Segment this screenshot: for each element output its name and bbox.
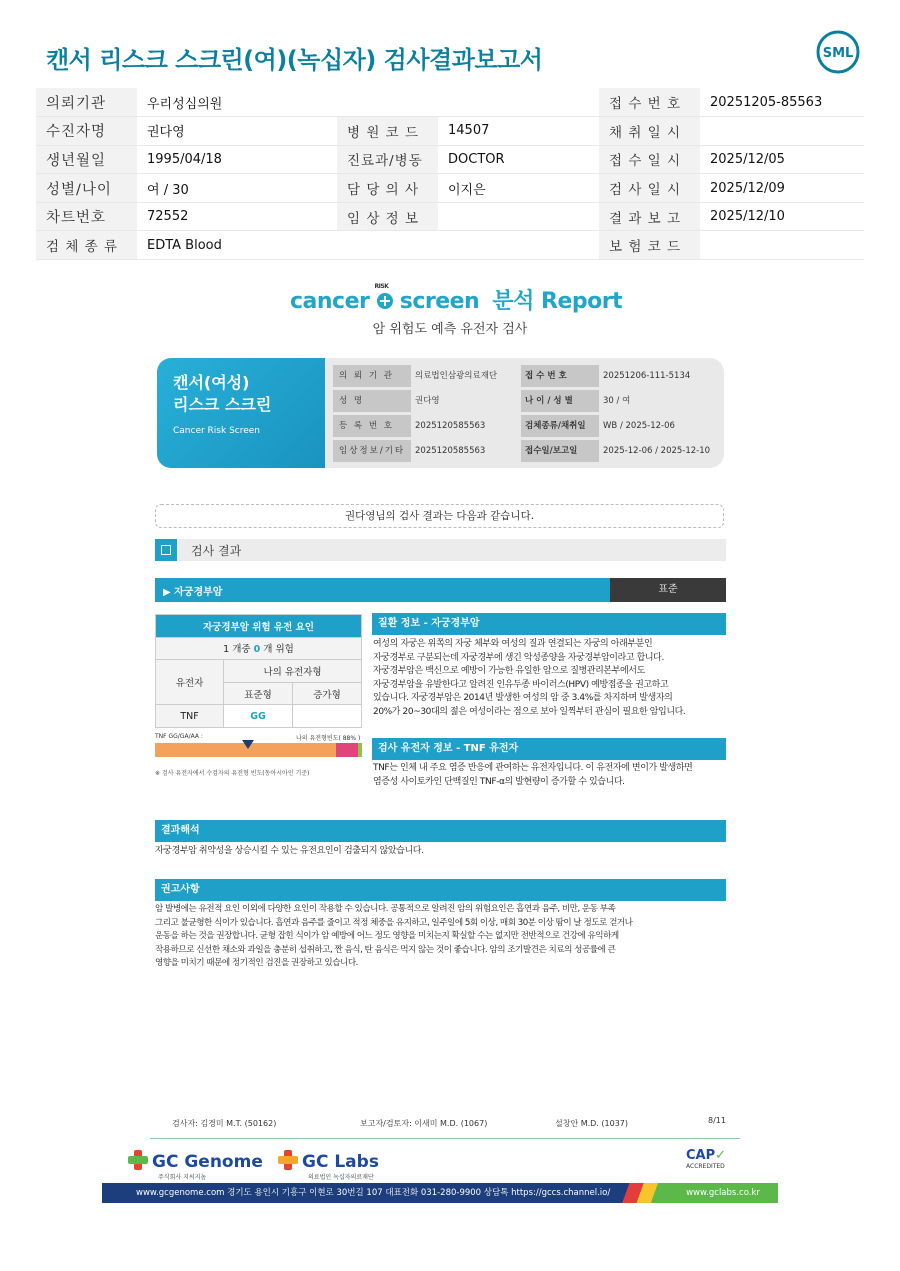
field-value: 권다영 (137, 117, 337, 146)
text-line: 영향을 미치기 때문에 정기적인 검진을 권장하고 있습니다. (155, 958, 358, 968)
card-lv: 2025120585563 (415, 421, 486, 431)
field-value: DOCTOR (438, 145, 599, 174)
col-standard: 표준형 (224, 682, 293, 705)
page-number: 8/11 (708, 1116, 726, 1125)
gc-labs-logo: GC Labs 의료법인 녹십자의료재단 (278, 1150, 379, 1172)
card-rk: 나 이 / 성 별 (521, 390, 599, 412)
card-lk: 의 뢰 기 관 (333, 365, 411, 387)
confirmer-signature: 설창안 M.D. (1037) (555, 1119, 629, 1128)
field-value: 1995/04/18 (137, 145, 337, 174)
card-rk: 검체종류/채취일 (521, 415, 599, 437)
footer-stripes (618, 1183, 668, 1203)
result-folder-icon (155, 539, 177, 561)
field-value: 2025/12/05 (700, 145, 864, 174)
text-line: 20%가 20~30대의 젊은 여성이라는 점으로 보아 일찍부터 관심이 필요한 암입니다. (373, 706, 686, 717)
footer-site: www.gclabs.co.kr (668, 1183, 778, 1203)
field-value: 14507 (438, 117, 599, 146)
freq-segment-pink (336, 743, 358, 757)
field-label: 결 과 보 고 (599, 202, 700, 231)
field-value (438, 231, 599, 260)
genotype-marker-icon (242, 740, 254, 749)
text-line: 염증성 사이토카인 단백질인 TNF-α의 발현량이 증가할 수 있습니다. (373, 776, 625, 787)
gc-cross-icon (128, 1150, 148, 1170)
table-row (36, 145, 864, 174)
field-label: 차트번호 (36, 202, 137, 231)
disease-info-header: 질환 정보 - 자궁경부암 (372, 613, 726, 635)
field-label: 담 당 의 사 (337, 174, 438, 203)
card-info-rows (333, 364, 717, 464)
gene-count: 1 개중 0 개 위험 (156, 637, 362, 660)
cancer-type-label: ▶ 자궁경부암 (163, 587, 223, 598)
freq-segment-green (358, 743, 362, 757)
card-title-panel (157, 358, 325, 468)
brand-cancer: cancer (290, 289, 370, 314)
increase-genotype-value (293, 705, 362, 728)
card-title-ko: 캔서(여성) 리스크 스크린 (173, 373, 272, 414)
field-label: 접 수 일 시 (599, 145, 700, 174)
card-rv: WB / 2025-12-06 (603, 421, 675, 431)
field-label: 검 사 일 시 (599, 174, 700, 203)
field-label: 수진자명 (36, 117, 137, 146)
field-label: 임 상 정 보 (337, 202, 438, 231)
text-line: 운동을 하는 것을 권장합니다. 균형 잡힌 식이가 암 예방에 어느 정도 영향을 미치는지 확실할 수는 없지만 전반적으로 건강에 유익하게 (155, 931, 619, 941)
freq-right-label: 나의 유전형빈도( 88% ) (296, 735, 361, 742)
table-row (36, 202, 864, 231)
freq-note: ※ 검사 유전자에서 수검자의 유전형 빈도(동아시아인 기준) (155, 770, 310, 777)
field-label (337, 88, 438, 117)
field-value: 2025/12/09 (700, 174, 864, 203)
reporter-signature: 보고자/검토자: 이새미 M.D. (1067) (360, 1119, 488, 1128)
card-rv: 20251206-111-5134 (603, 371, 691, 381)
card-lv: 2025120585563 (415, 446, 486, 456)
sml-logo (816, 30, 860, 74)
field-label: 의뢰기관 (36, 88, 137, 117)
gc-cross-icon (278, 1150, 298, 1170)
recommendation-header: 권고사항 (155, 879, 726, 901)
standard-genotype-value: GG (224, 705, 293, 728)
col-increase: 증가형 (293, 682, 362, 705)
card-rv: 2025-12-06 / 2025-12-10 (603, 446, 711, 456)
result-section-header (155, 539, 726, 561)
disease-info-text (373, 638, 728, 719)
patient-info-table (36, 88, 864, 260)
cancer-type-bar (155, 578, 726, 602)
risk-count-value: 0 (253, 644, 261, 656)
risk-status-badge: 표준 (610, 578, 726, 602)
field-value: 20251205-85563 (700, 88, 864, 117)
col-my-genotype: 나의 유전자형 (224, 660, 362, 683)
field-label: 검 체 종 류 (36, 231, 137, 260)
footer-bar (102, 1183, 778, 1203)
field-label: 병 원 코 드 (337, 117, 438, 146)
card-lv: 권다영 (415, 396, 440, 406)
result-notice: 권다영님의 검사 결과는 다음과 같습니다. (155, 504, 724, 528)
table-row (36, 88, 864, 117)
brand-report: 분석 Report (492, 289, 623, 314)
col-gene: 유전자 (156, 660, 224, 705)
interpretation-text: 자궁경부암 취약성을 상승시킬 수 있는 유전요인이 검출되지 않았습니다. (155, 846, 424, 856)
field-value: 이지은 (438, 174, 599, 203)
table-row (156, 705, 362, 728)
field-value: 여 / 30 (137, 174, 337, 203)
text-line: 여성의 자궁은 위쪽의 자궁 체부와 여성의 질과 연결되는 자궁의 아래부분인 (373, 639, 653, 649)
gene-info-text (373, 762, 728, 789)
summary-card (157, 358, 724, 468)
footer-divider (150, 1138, 740, 1139)
field-value (438, 88, 599, 117)
card-row (333, 364, 717, 388)
text-line: 자궁경부로 구분되는데 자궁경부에 생긴 악성종양을 자궁경부암이라고 합니다. (373, 652, 664, 663)
field-value (700, 231, 864, 260)
interpretation-header: 결과해석 (155, 820, 726, 842)
field-label: 접 수 번 호 (599, 88, 700, 117)
genotype-frequency-bar (155, 743, 362, 757)
recommendation-text (155, 903, 730, 971)
field-label (337, 231, 438, 260)
field-label: 성별/나이 (36, 174, 137, 203)
field-label: 채 취 일 시 (599, 117, 700, 146)
field-label: 생년월일 (36, 145, 137, 174)
field-value: EDTA Blood (137, 231, 337, 260)
brand-screen: screen (399, 289, 480, 314)
field-value (438, 202, 599, 231)
document-title: 캔서 리스크 스크린(여)(녹십자) 검사결과보고서 (46, 46, 543, 74)
card-lv: 의료법인삼광의료재단 (415, 371, 498, 381)
card-row (333, 439, 717, 463)
field-value: 우리성심의원 (137, 88, 337, 117)
gc-genome-logo: GC Genome 주식회사 지씨지놈 (128, 1150, 263, 1172)
text-line: 있습니다. 자궁경부암은 2014년 발생한 여성의 암 중 3.4%를 차지하며 발생자의 (373, 693, 673, 703)
check-icon: ✓ (715, 1148, 727, 1163)
field-value: 72552 (137, 202, 337, 231)
table-row (36, 117, 864, 146)
gene-name: TNF (156, 705, 224, 728)
risk-mark-icon: RISK (377, 293, 393, 309)
text-line: 암 발병에는 유전적 요인 이외에 다양한 요인이 작용할 수 있습니다. 공통적으로 알려진 암의 위험요인은 흡연과 음주, 비만, 운동 부족 (155, 904, 616, 914)
gene-risk-table (155, 614, 362, 728)
report-subtitle: 암 위험도 예측 유전자 검사 (372, 322, 528, 337)
freq-left-label: TNF GG/GA/AA : (155, 733, 203, 740)
card-rv: 30 / 여 (603, 396, 631, 406)
card-title-en: Cancer Risk Screen (173, 426, 261, 436)
brand-title (290, 283, 623, 315)
logo-text: SML (822, 46, 854, 61)
text-line: TNF는 인체 내 주요 염증 반응에 관여하는 유전자입니다. 이 유전자에 변이가 발생하면 (373, 763, 693, 773)
field-value: 2025/12/10 (700, 202, 864, 231)
footer-address: www.gcgenome.com 경기도 용인시 기흥구 이현로 30번길 107 대표전화 031-280-9900 상담톡 https://gccs.channel.io/ (136, 1188, 611, 1198)
tester-signature: 검사자: 김경미 M.T. (50162) (172, 1119, 277, 1128)
table-row (36, 231, 864, 260)
text-line: 그리고 불균형한 식이가 있습니다. 흡연과 음주를 줄이고 적정 체중을 유지하고, 일주일에 5회 이상, 매회 30분 이상 땀이 날 정도로 걷거나 (155, 917, 633, 928)
field-value (700, 117, 864, 146)
field-label: 진료과/병동 (337, 145, 438, 174)
card-row (333, 389, 717, 413)
table-row (36, 174, 864, 203)
text-line: 자궁경부암을 유발한다고 알려진 인유두종 바이러스(HPV) 예방접종을 권고하고 (373, 679, 669, 690)
card-lk: 성 명 (333, 390, 411, 412)
card-row (333, 414, 717, 438)
text-line: 작용하므로 신선한 채소와 과일을 충분히 섭취하고, 짠 음식, 탄 음식은 먹지 않는 것이 좋습니다. 암의 조기발견은 치료의 성공률에 큰 (155, 944, 616, 955)
text-line: 자궁경부암은 백신으로 예방이 가능한 유일한 암으로 질병관리본부에서도 (373, 666, 645, 676)
card-rk: 접수일/보고일 (521, 440, 599, 462)
card-rk: 접 수 번 호 (521, 365, 599, 387)
cap-accredited-logo: CAP✓ ACCREDITED (686, 1148, 727, 1170)
result-section-label: 검사 결과 (191, 544, 242, 558)
card-lk: 등 록 번 호 (333, 415, 411, 437)
gene-table-title: 자궁경부암 위험 유전 요인 (156, 615, 362, 638)
gene-info-header: 검사 유전자 정보 - TNF 유전자 (372, 738, 726, 760)
card-lk: 임상정보/기타 (333, 440, 411, 462)
field-label: 보 험 코 드 (599, 231, 700, 260)
